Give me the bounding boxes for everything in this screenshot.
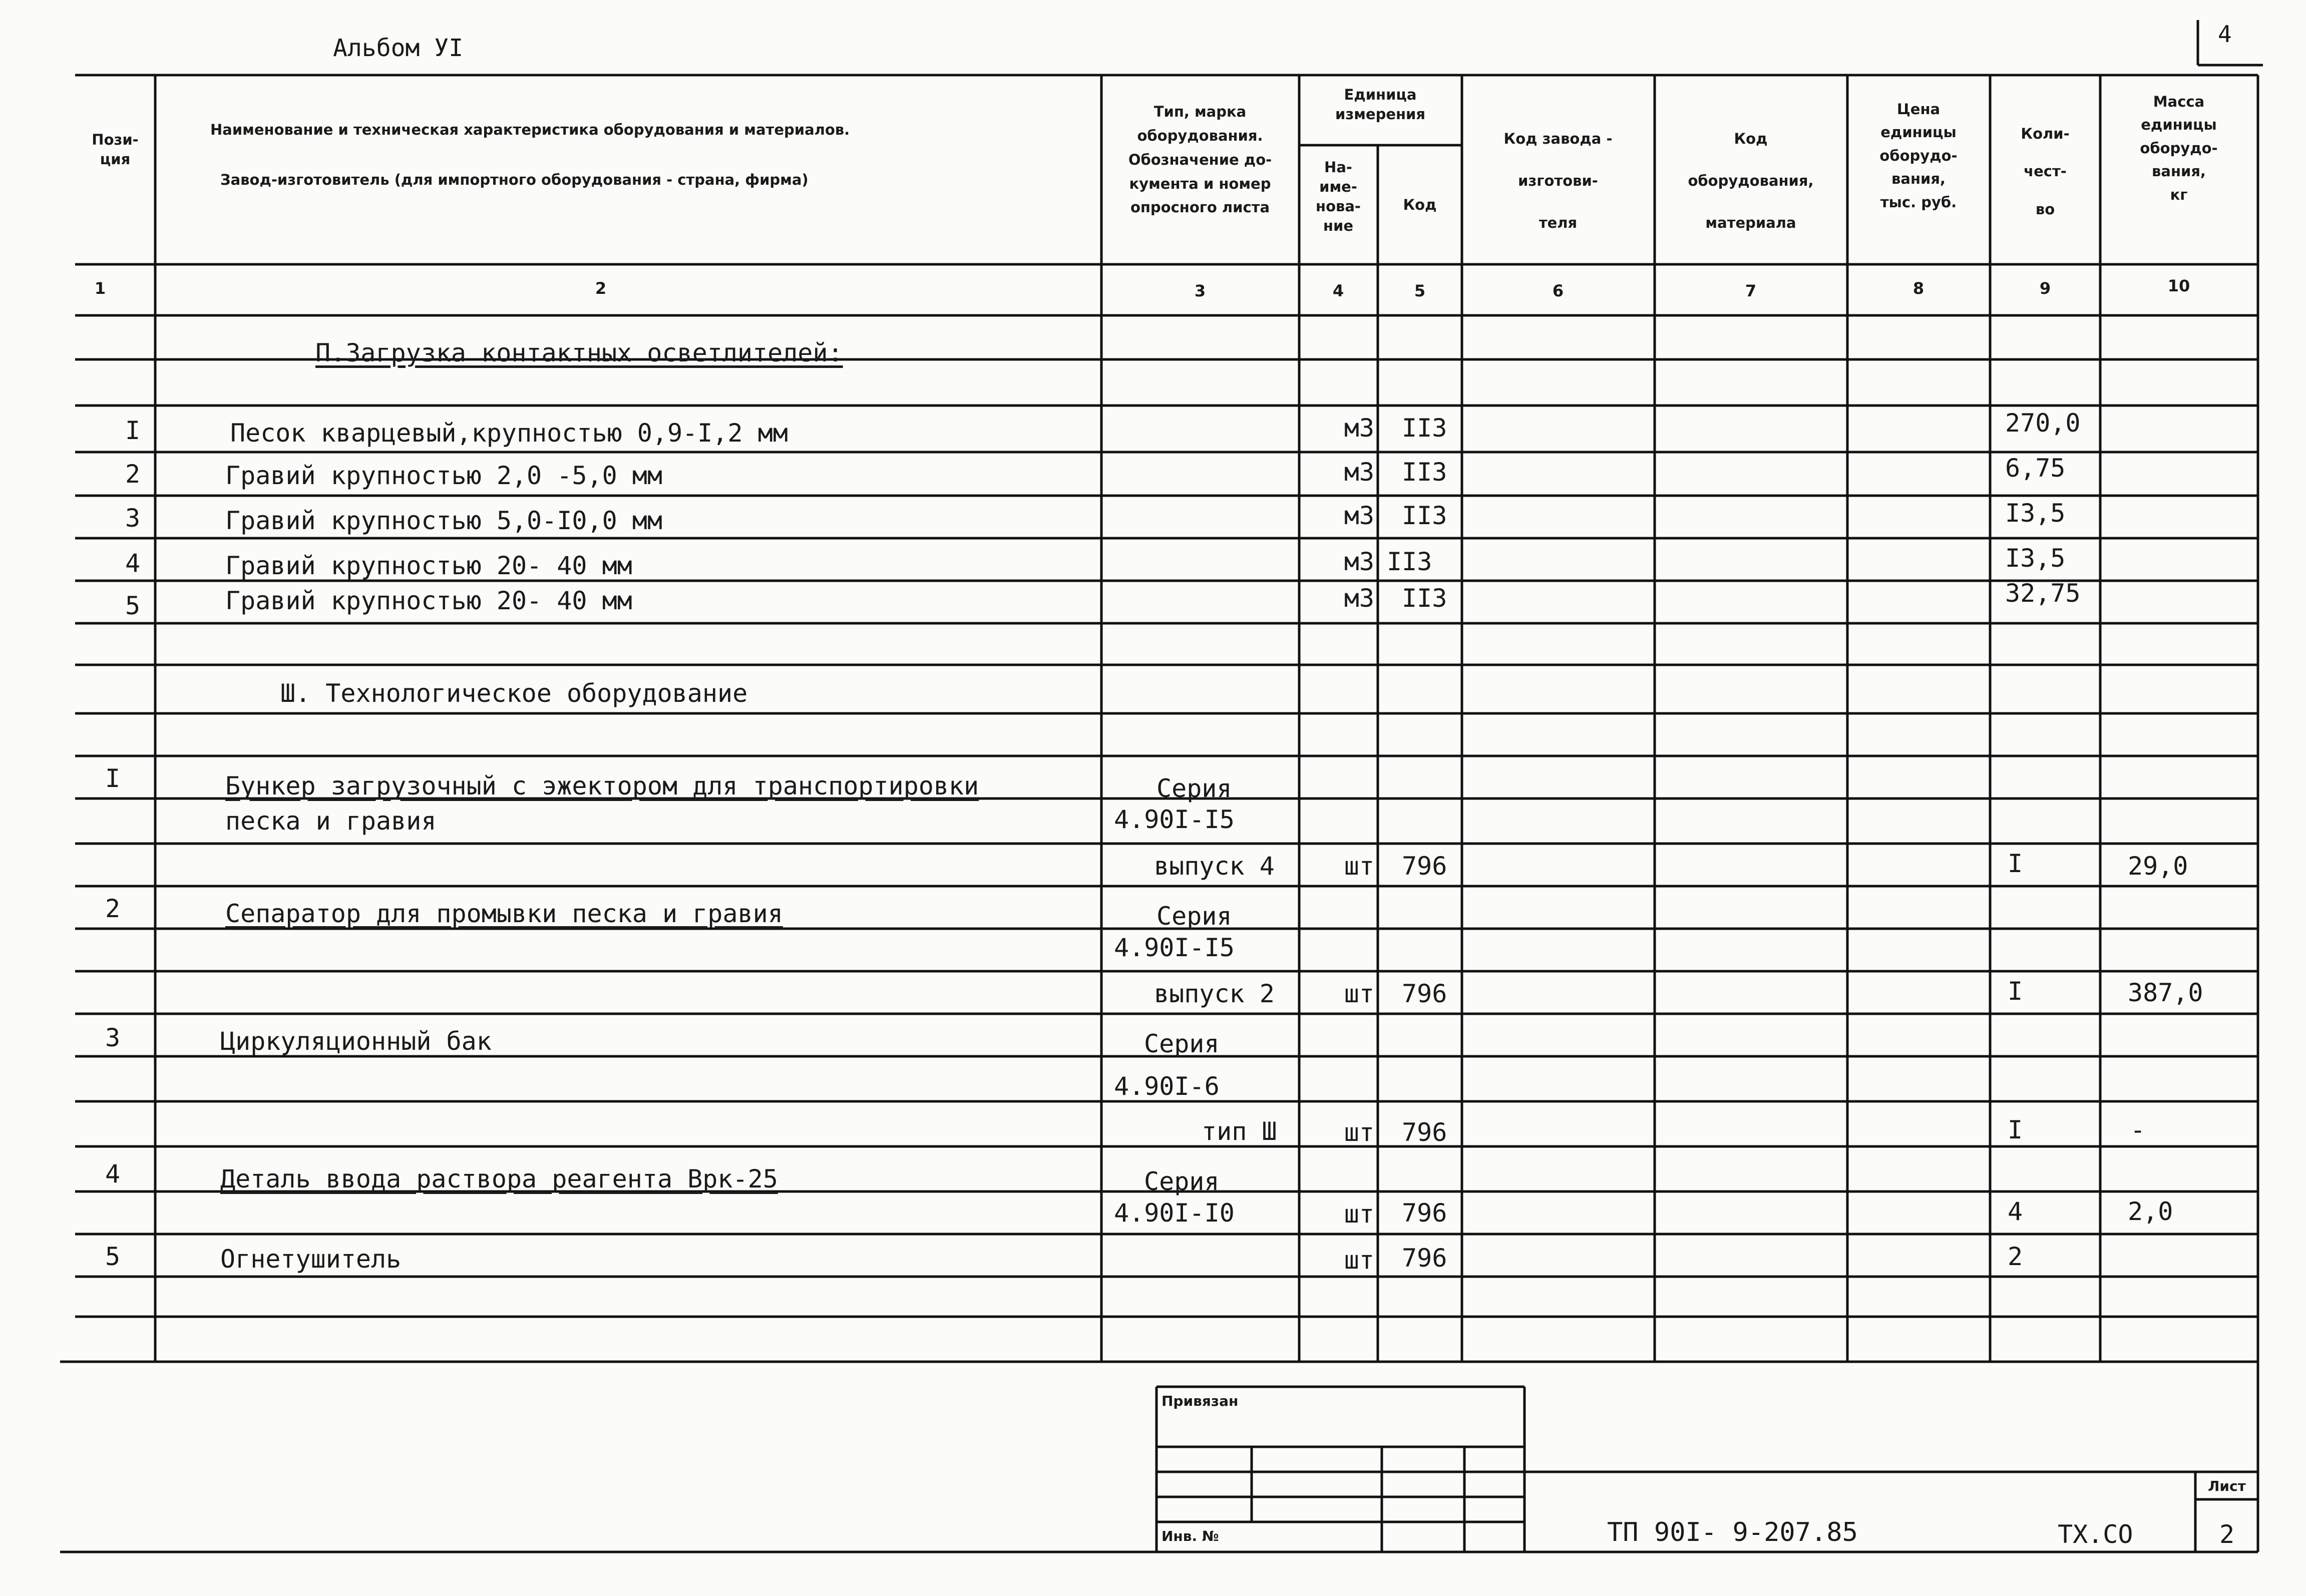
item-doc: 4.90I-I5 — [1114, 805, 1235, 834]
row-name: Гравий крупностью 20- 40 мм — [225, 551, 632, 580]
row-position: I — [125, 416, 141, 445]
row-position: 5 — [125, 591, 141, 620]
column-number-6: 6 — [1552, 281, 1564, 300]
item-position: 2 — [105, 894, 121, 923]
column-number-2: 2 — [595, 279, 607, 298]
row-code: II3 — [1402, 458, 1447, 487]
row-code: II3 — [1402, 414, 1447, 443]
item-doc: 4.90I-6 — [1114, 1072, 1220, 1101]
item-type: Серия — [1157, 774, 1232, 803]
row-unit: м3 — [1344, 414, 1374, 443]
row-code: II3 — [1387, 547, 1432, 576]
column-number-8: 8 — [1912, 279, 1925, 298]
item-quantity: 4 — [2008, 1197, 2023, 1226]
header-quantity: Коли- чест- во — [2021, 125, 2070, 218]
item-unit: шт — [1344, 979, 1374, 1008]
item-doc: 4.90I-I0 — [1114, 1199, 1235, 1228]
item-release: выпуск 4 — [1154, 852, 1275, 881]
row-quantity: 6,75 — [2005, 454, 2066, 483]
row-code: II3 — [1402, 501, 1447, 530]
row-quantity: 32,75 — [2005, 579, 2081, 608]
row-position: 2 — [125, 460, 141, 489]
header-units: Единица измерения — [1335, 86, 1425, 123]
item-position: 4 — [105, 1159, 121, 1188]
item-position: I — [105, 764, 121, 793]
row-quantity: I3,5 — [2005, 544, 2066, 573]
row-quantity: I3,5 — [2005, 499, 2066, 528]
item-unit: шт — [1344, 1200, 1374, 1229]
item-type: Серия — [1144, 1029, 1220, 1058]
row-code: II3 — [1402, 584, 1447, 613]
item-type: Серия — [1157, 902, 1232, 931]
item-release: тип Ш — [1202, 1117, 1277, 1146]
item-name-cont: песка и гравия — [225, 807, 437, 836]
item-mass: 2,0 — [2128, 1197, 2173, 1226]
row-unit: м3 — [1344, 501, 1374, 530]
column-number-9: 9 — [2039, 279, 2051, 298]
header-unit-name: На- име- нова- ние — [1316, 159, 1361, 235]
item-quantity: I — [2008, 849, 2023, 878]
item-mass: 387,0 — [2128, 978, 2203, 1007]
item-mass: 29,0 — [2128, 852, 2188, 881]
bound-label: Привязан — [1162, 1393, 1239, 1409]
item-quantity: I — [2008, 977, 2023, 1006]
header-equipment-code: Код оборудования, материала — [1688, 130, 1814, 232]
item-name: Бункер загрузочный с эжектором для транспортировки — [225, 771, 979, 801]
section-2-title: П.Загрузка контактных осветлителей: — [315, 338, 843, 367]
item-quantity: 2 — [2008, 1242, 2023, 1271]
column-number-7: 7 — [1745, 281, 1757, 300]
section-3-title: Ш. Технологическое оборудование — [280, 679, 748, 708]
item-code: 796 — [1402, 852, 1447, 881]
page-number: 4 — [2218, 21, 2232, 48]
sheet-code: ТХ.СО — [2058, 1520, 2133, 1549]
item-code: 796 — [1402, 979, 1447, 1008]
header-price: Цена единицы оборудо- вания, тыс. руб. — [1879, 101, 1958, 211]
item-doc: 4.90I-I5 — [1114, 933, 1235, 962]
header-factory-code: Код завода - изготови- теля — [1503, 130, 1613, 232]
row-name: Гравий крупностью 5,0-I0,0 мм — [225, 506, 662, 535]
document-code: ТП 90I- 9-207.85 — [1607, 1517, 1858, 1547]
row-name: Песок кварцевый,крупностью 0,9-I,2 мм — [230, 419, 788, 448]
item-release: выпуск 2 — [1154, 979, 1275, 1008]
sheet-label: Лист — [2208, 1478, 2246, 1494]
row-name: Гравий крупностью 20- 40 мм — [225, 586, 632, 615]
header-name-line2: Завод-изготовитель (для импортного оборудования - страна, фирма) — [220, 171, 809, 188]
item-code: 796 — [1402, 1244, 1447, 1273]
header-unit-code: Код — [1403, 196, 1437, 213]
item-code: 796 — [1402, 1199, 1447, 1228]
row-unit: м3 — [1344, 547, 1374, 576]
item-mass: - — [2130, 1115, 2146, 1144]
album-label: Альбом УI — [333, 34, 464, 62]
header-position: Пози- ция — [92, 131, 139, 168]
row-unit: м3 — [1344, 584, 1374, 613]
header-name-line1: Наименование и техническая характеристика оборудования и материалов. — [210, 121, 850, 138]
item-unit: шт — [1344, 852, 1374, 881]
row-position: 4 — [125, 549, 141, 578]
item-name: Сепаратор для промывки песка и гравия — [225, 899, 783, 928]
inventory-label: Инв. № — [1162, 1528, 1219, 1544]
row-quantity: 270,0 — [2005, 409, 2081, 438]
column-number-1: 1 — [94, 279, 106, 298]
item-name: Деталь ввода раствора реагента Врк-25 — [220, 1164, 778, 1193]
column-number-5: 5 — [1414, 281, 1426, 300]
row-position: 3 — [125, 504, 141, 533]
item-type: Серия — [1144, 1167, 1220, 1196]
item-name: Огнетушитель — [220, 1245, 402, 1274]
header-type: Тип, марка оборудования. Обозначение до- кумента и номер опросного листа — [1128, 103, 1272, 216]
column-number-3: 3 — [1194, 281, 1206, 300]
item-position: 5 — [105, 1242, 121, 1271]
item-quantity: I — [2008, 1115, 2023, 1144]
row-name: Гравий крупностью 2,0 -5,0 мм — [225, 461, 662, 490]
item-name: Циркуляционный бак — [220, 1027, 492, 1056]
column-number-4: 4 — [1332, 281, 1344, 300]
item-code: 796 — [1402, 1118, 1447, 1147]
item-position: 3 — [105, 1023, 121, 1052]
header-mass: Масса единицы оборудо- вания, кг — [2140, 93, 2218, 203]
item-unit: шт — [1344, 1246, 1374, 1275]
column-number-10: 10 — [2167, 276, 2190, 295]
item-unit: шт — [1344, 1118, 1374, 1147]
row-unit: м3 — [1344, 458, 1374, 487]
sheet-number: 2 — [2219, 1520, 2235, 1549]
